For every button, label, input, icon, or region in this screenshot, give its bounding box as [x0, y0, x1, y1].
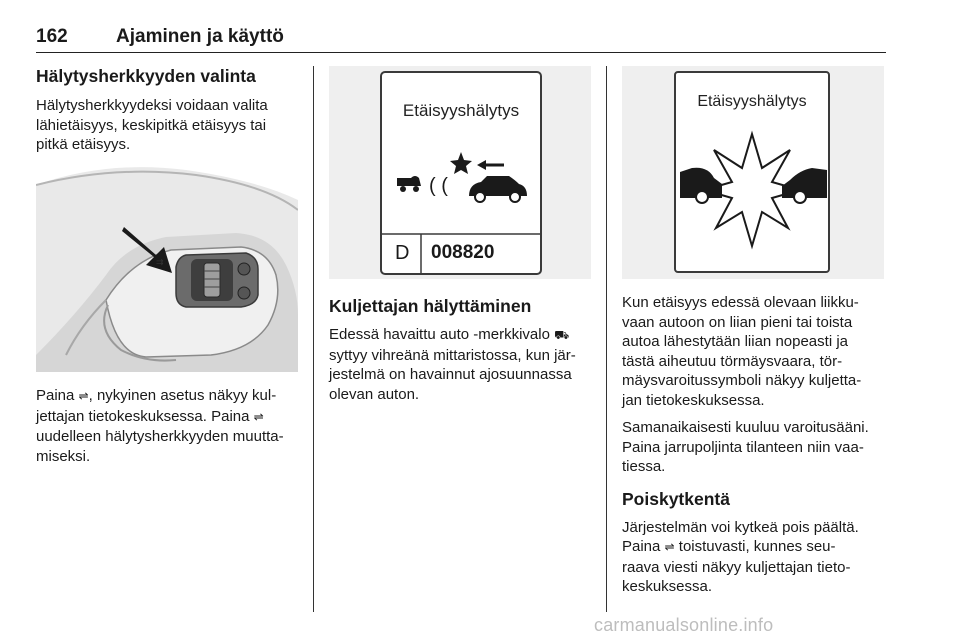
text-line — [622, 537, 892, 558]
display-letter: D — [395, 242, 410, 264]
section-heading-driver-alert: Kuljettajan hälyttäminen — [329, 296, 532, 316]
collision-warning-display-illustration — [622, 66, 884, 279]
svg-text:⇉: ⇉ — [156, 257, 164, 267]
text-line: jestelmä on havainnut ajosuunnassa — [329, 366, 572, 383]
text-fragment: toistuvasti, kunnes seu- — [674, 538, 836, 555]
distance-button-icon: ⇌ — [253, 409, 264, 424]
text-line: Kun etäisyys edessä olevaan liikku- — [622, 294, 859, 311]
chapter-title: Ajaminen ja käyttö — [116, 26, 284, 47]
text-line: Hälytysherkkyydeksi voidaan valita — [36, 97, 268, 114]
text-fragment: jettajan tietokeskuksessa. Paina — [36, 407, 254, 425]
text-line: lähietäisyys, keskipitkä etäisyys tai — [36, 116, 267, 134]
text-line: tästä aiheutuu törmäysvaara, tör- — [622, 352, 843, 370]
text-line: keskuksessa. — [622, 578, 713, 595]
text-line: Samanaikaisesti kuuluu varoitusääni. — [622, 419, 869, 436]
text-line — [36, 407, 301, 428]
steering-wheel-svg — [36, 165, 298, 372]
text-line: syttyy vihreänä mittaristossa, kun jär- — [329, 346, 576, 364]
text-line: uudelleen hälytysherkkyyden muutta- — [36, 428, 284, 445]
text-line: mäysvaroitussymboli näkyy kuljetta- — [622, 372, 862, 389]
display-code: 008820 — [431, 242, 495, 263]
text-line: raava viesti näkyy kuljettajan tieto- — [622, 558, 851, 576]
text-fragment: Edessä havaittu auto -merkkivalo — [329, 326, 555, 343]
column-1 — [36, 66, 301, 87]
distance-button-icon: ⇌ — [78, 389, 89, 403]
signal-waves-icon: ( ( — [429, 175, 448, 197]
display-title-text: Etäisyyshälytys — [402, 101, 520, 120]
column-2-text — [329, 296, 591, 404]
text-fragment: , nykyinen asetus näkyy kul- — [88, 387, 277, 404]
column-divider-1 — [313, 66, 314, 612]
page-number: 162 — [36, 26, 68, 47]
sensitivity-paragraph — [36, 96, 301, 155]
text-line: Järjestelmän voi kytkeä pois päältä. — [622, 518, 859, 536]
text-line: Paina jarrupoljinta tilanteen niin vaa- — [622, 438, 864, 456]
text-line: jan tietokeskuksessa. — [622, 391, 765, 409]
display-title-text-2: Etäisyyshälytys — [697, 93, 807, 110]
text-fragment: Paina — [622, 538, 665, 555]
text-line: olevan auton. — [329, 385, 420, 403]
section-heading-sensitivity: Hälytysherkkyyden valinta — [36, 66, 256, 86]
vehicle-ahead-icon: ⛟ — [554, 328, 570, 342]
column-divider-2 — [606, 66, 607, 612]
distance-warning-display-illustration — [329, 66, 591, 279]
press-button-paragraph — [36, 386, 301, 466]
text-line — [329, 325, 591, 346]
text-line: vaan autoon on liian pieni tai toista — [622, 313, 853, 331]
text-line: tiessa. — [622, 458, 666, 475]
distance-button-icon: ⇌ — [664, 540, 675, 554]
column-3-text — [622, 293, 892, 597]
text-line — [36, 386, 301, 407]
steering-wheel-illustration — [36, 165, 298, 372]
text-line: autoa lähestytään liian nopeasti ja — [622, 333, 848, 350]
page-header — [36, 26, 886, 53]
display-svg-2 — [622, 66, 884, 279]
section-heading-disable: Poiskytkentä — [622, 488, 730, 509]
text-line: pitkä etäisyys. — [36, 136, 131, 153]
text-fragment: Paina — [36, 387, 79, 404]
footer-watermark: carmanualsonline.info — [594, 615, 774, 635]
text-line: miseksi. — [36, 447, 91, 465]
